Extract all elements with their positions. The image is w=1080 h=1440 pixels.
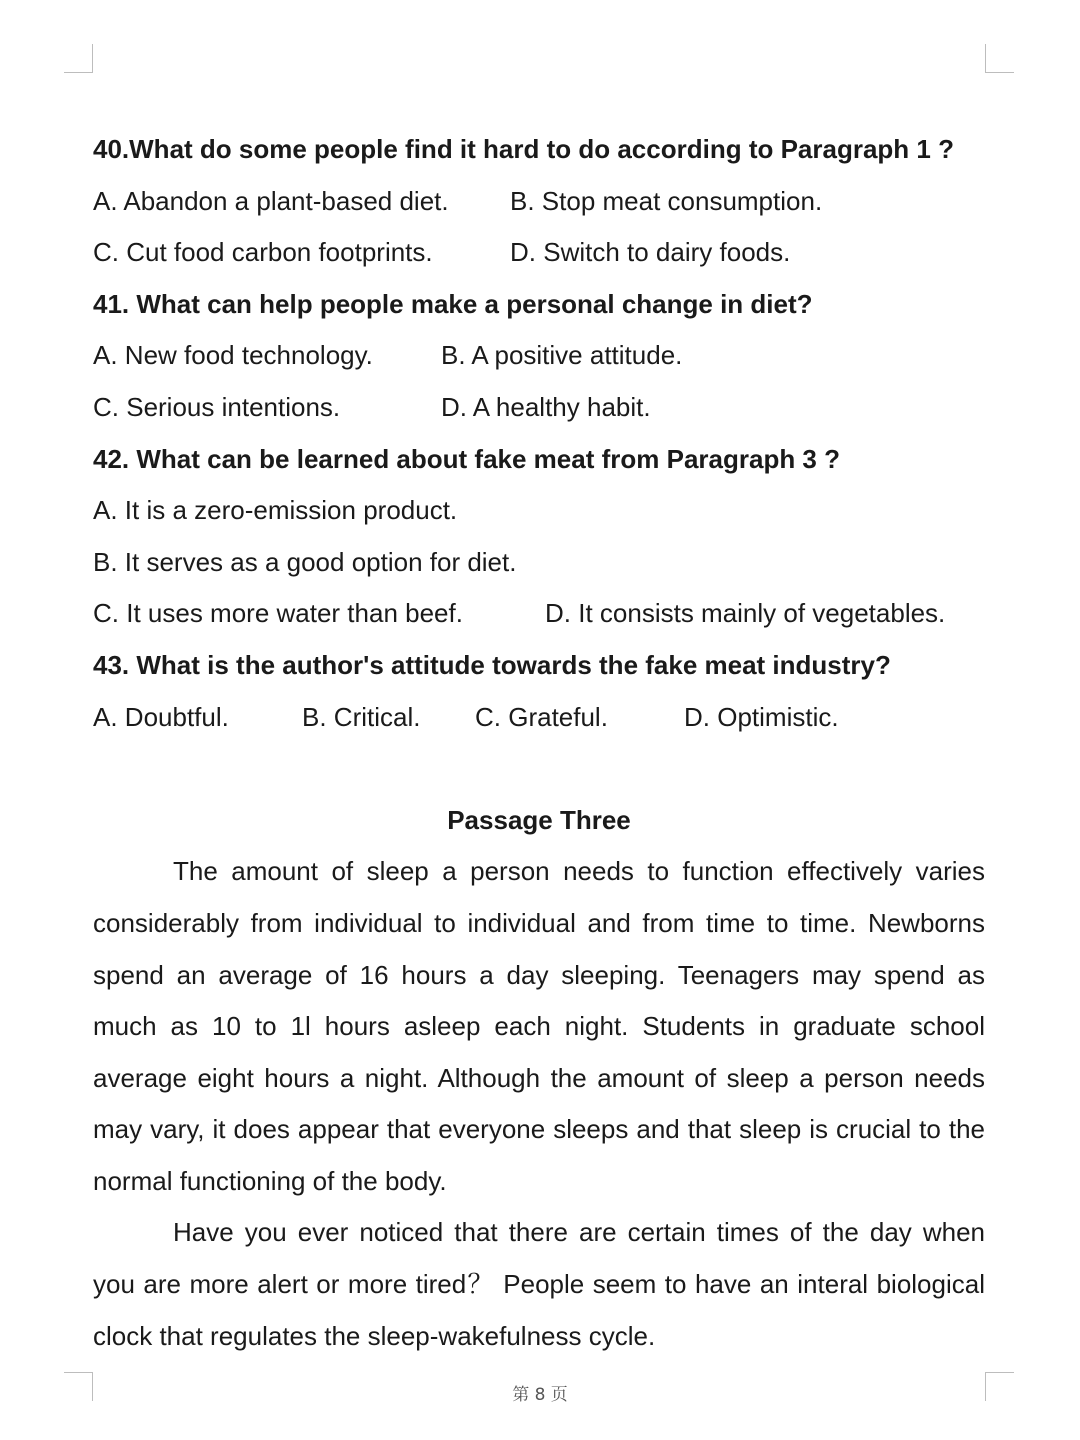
question-41-option-b: B. A positive attitude. [441, 340, 683, 371]
question-41-options-row-1 [93, 330, 985, 382]
question-42-option-d: D. It consists mainly of vegetables. [545, 598, 946, 629]
question-43-option-b: B. Critical. [302, 701, 421, 732]
question-43-option-c: C. Grateful. [475, 701, 608, 732]
passage-paragraph-1: The amount of sleep a person needs to function effectively varies considerably from individual to individual and from time to time. Newborns spend an average of 16 hours a day sleeping. Teenagers may spend as much as 10 to 1l hours asleep each night. Students in graduate school average eight hours a night. Although the amount of sleep a person needs may vary, it does appear that everyone sleeps and that sleep is crucial to the normal functioning of the body. [93, 856, 985, 1196]
page-content [93, 124, 985, 1362]
question-41-options-row-2 [93, 382, 985, 434]
question-42-options-row-cd [93, 588, 985, 640]
page-number: 第 8 页 [512, 1385, 568, 1405]
question-43-options-row [93, 692, 985, 744]
passage-title: Passage Three [447, 804, 631, 835]
crop-mark-top-right [985, 44, 1014, 73]
question-41-option-c: C. Serious intentions. [93, 391, 341, 422]
question-41-option-d: D. A healthy habit. [441, 391, 651, 422]
question-43-option-a: A. Doubtful. [93, 701, 229, 732]
passage-paragraph-2: Have you ever noticed that there are certain times of the day when you are more alert or more tired？ People seem to have an interal biological clock that regulates the sleep-wakefulness cycle. [93, 1217, 985, 1351]
question-40-option-b: B. Stop meat consumption. [510, 185, 823, 216]
section-spacer [93, 743, 985, 795]
question-40-options-row-2 [93, 227, 985, 279]
question-43-stem: 43. What is the author's attitude towards the fake meat industry? [93, 649, 891, 680]
question-40-option-d: D. Switch to dairy foods. [510, 237, 791, 268]
question-40-stem: 40.What do some people find it hard to do according to Paragraph 1 ? [93, 134, 954, 164]
question-40-option-a: A. Abandon a plant-based diet. [93, 185, 449, 216]
question-41-stem: 41. What can help people make a personal change in diet? [93, 288, 813, 319]
question-40-options-row-1 [93, 176, 985, 228]
question-41-option-a: A. New food technology. [93, 340, 373, 371]
question-40-option-c: C. Cut food carbon footprints. [93, 237, 433, 268]
crop-mark-top-left [64, 44, 93, 73]
question-43-option-d: D. Optimistic. [684, 701, 839, 732]
question-42-stem: 42. What can be learned about fake meat from Paragraph 3 ? [93, 443, 840, 474]
question-42-option-c: C. It uses more water than beef. [93, 598, 463, 629]
question-42-option-b: B. It serves as a good option for diet. [93, 546, 517, 577]
question-42-option-a: A. It is a zero-emission product. [93, 495, 458, 526]
